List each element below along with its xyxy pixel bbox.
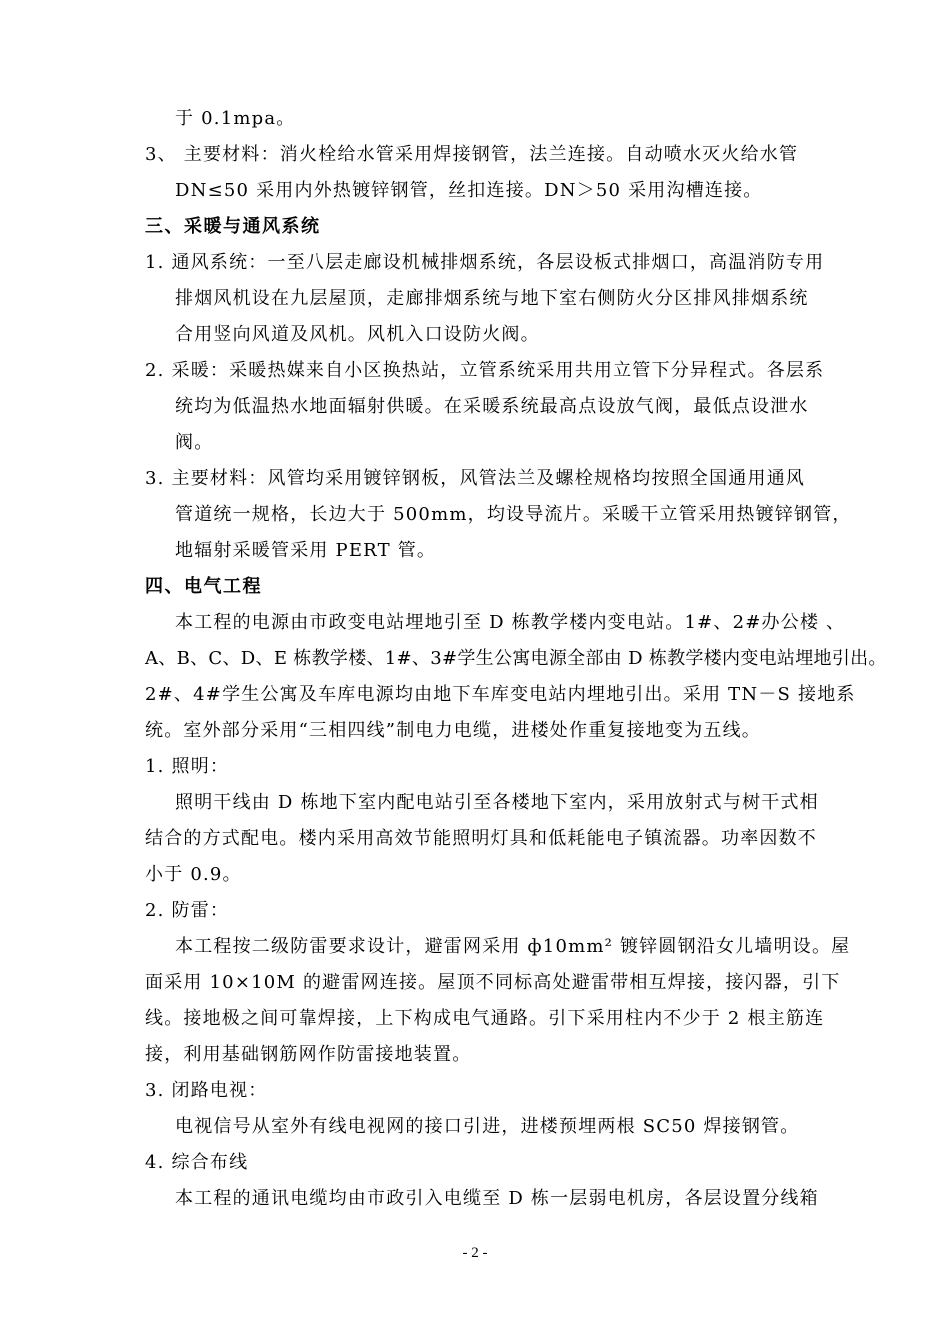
- text-line: 2#、4#学生公寓及车库电源均由地下车库变电站内埋地引出。采用 TN－S 接地系: [145, 684, 856, 705]
- text-line: 本工程的通讯电缆均由市政引入电缆至 D 栋一层弱电机房，各层设置分线箱: [175, 1188, 819, 1209]
- text-line: 地辐射采暖管采用 PERT 管。: [175, 540, 437, 561]
- list-item: 1. 通风系统：一至八层走廊设机械排烟系统，各层设板式排烟口，高温消防专用: [145, 252, 825, 273]
- list-item: 4. 综合布线: [145, 1152, 249, 1173]
- text-line: 管道统一规格，长边大于 500mm，均设导流片。采暖干立管采用热镀锌钢管，: [175, 504, 852, 525]
- text-line: 统。室外部分采用“三相四线”制电力电缆，进楼处作重复接地变为五线。: [145, 720, 762, 741]
- text-line: 阀。: [175, 432, 214, 453]
- text-line: 电视信号从室外有线电视网的接口引进，进楼预埋两根 SC50 焊接钢管。: [175, 1116, 800, 1137]
- list-item: 3、 主要材料：消火栓给水管采用焊接钢管，法兰连接。自动喷水灭火给水管: [145, 144, 799, 165]
- list-item: 2. 采暖：采暖热媒来自小区换热站，立管系统采用共用立管下分异程式。各层系: [145, 360, 825, 381]
- text-line: 统均为低温热水地面辐射供暖。在采暖系统最高点设放气阀，最低点设泄水: [175, 396, 809, 417]
- text-line: A、B、C、D、E 栋教学楼、1#、3#学生公寓电源全部由 D 栋教学楼内变电站埋地引出。: [145, 648, 887, 669]
- list-item: 1. 照明：: [145, 756, 230, 777]
- text-line: 照明干线由 D 栋地下室内配电站引至各楼地下室内，采用放射式与树干式相: [175, 792, 819, 813]
- text-line: 合用竖向风道及风机。风机入口设防火阀。: [175, 324, 540, 345]
- text-line: 线。接地极之间可靠焊接，上下构成电气通路。引下采用柱内不少于 2 根主筋连: [145, 1008, 825, 1029]
- section-heading: 三、采暖与通风系统: [145, 216, 321, 237]
- text-line: 排烟风机设在九层屋顶，走廊排烟系统与地下室右侧防火分区排风排烟系统: [175, 288, 809, 309]
- page-number: - 2 -: [462, 1245, 488, 1261]
- list-item: 2. 防雷：: [145, 900, 230, 921]
- text-line: 本工程的电源由市政变电站埋地引至 D 栋教学楼内变电站。1#、2#办公楼 、: [175, 612, 846, 633]
- list-item: 3. 主要材料：风管均采用镀锌钢板，风管法兰及螺栓规格均按照全国通用通风: [145, 468, 806, 489]
- text-line: DN≤50 采用内外热镀锌钢管，丝扣连接。DN＞50 采用沟槽连接。: [175, 180, 763, 201]
- text-line: 接，利用基础钢筋网作防雷接地装置。: [145, 1044, 472, 1065]
- text-line: 面采用 10×10M 的避雷网连接。屋顶不同标高处避雷带相互焊接，接闪器，引下: [145, 972, 841, 993]
- section-heading: 四、电气工程: [145, 576, 262, 597]
- list-item: 3. 闭路电视：: [145, 1080, 268, 1101]
- text-line: 于 0.1mpa。: [175, 108, 296, 129]
- text-line: 结合的方式配电。楼内采用高效节能照明灯具和低耗能电子镇流器。功率因数不: [145, 828, 817, 849]
- text-line: 本工程按二级防雷要求设计，避雷网采用 ф10mm² 镀锌圆钢沿女儿墙明设。屋: [175, 936, 851, 957]
- text-line: 小于 0.9。: [145, 864, 242, 885]
